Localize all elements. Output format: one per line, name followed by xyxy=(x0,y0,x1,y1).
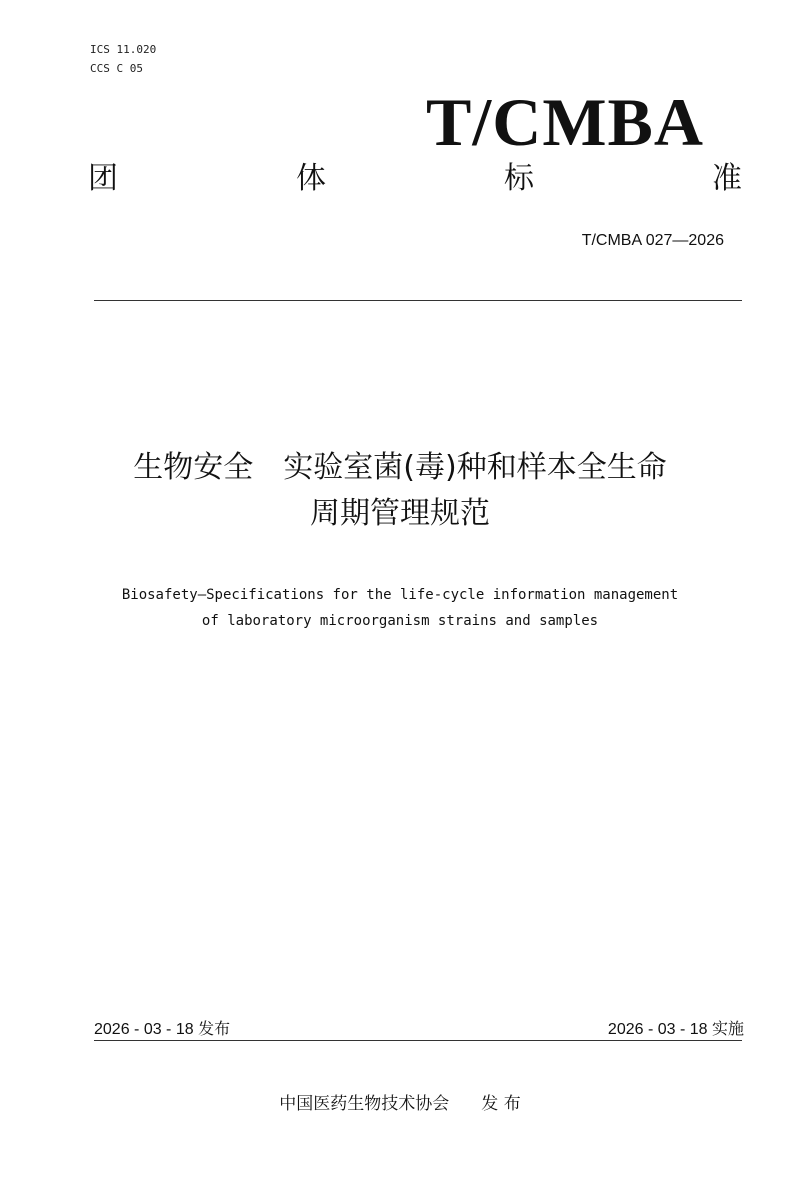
doc-type-char: 团 xyxy=(88,161,118,196)
english-title-line: of laboratory microorganism strains and samples xyxy=(201,613,599,629)
document-type xyxy=(88,161,742,196)
english-title-line: Biosafety—Specifications for the life-cycle information management xyxy=(121,587,679,603)
english-title xyxy=(60,582,740,634)
bottom-divider xyxy=(94,1040,742,1041)
standard-number: T/CMBA 027—2026 xyxy=(581,232,724,249)
publisher-action: 发 布 xyxy=(481,1094,521,1114)
classification-codes xyxy=(90,40,156,78)
publisher-name: 中国医药生物技术协会 xyxy=(279,1094,450,1114)
ccs-code: CCS C 05 xyxy=(90,62,143,75)
implementation-date: 2026 - 03 - 18 实施 xyxy=(607,1021,744,1038)
ics-code: ICS 11.020 xyxy=(90,43,157,56)
publisher-line xyxy=(0,1089,800,1114)
organization-logo: T/CMBA xyxy=(426,84,704,160)
chinese-title-line: 生物安全 实验室菌(毒)种和样本全生命 xyxy=(133,450,667,485)
doc-type-char: 体 xyxy=(296,161,326,196)
chinese-title xyxy=(60,445,740,537)
top-divider xyxy=(94,300,742,301)
issue-date: 2026 - 03 - 18 发布 xyxy=(94,1021,231,1038)
chinese-title-line: 周期管理规范 xyxy=(310,496,490,531)
doc-type-char: 标 xyxy=(504,161,534,196)
doc-type-char: 准 xyxy=(712,161,742,196)
